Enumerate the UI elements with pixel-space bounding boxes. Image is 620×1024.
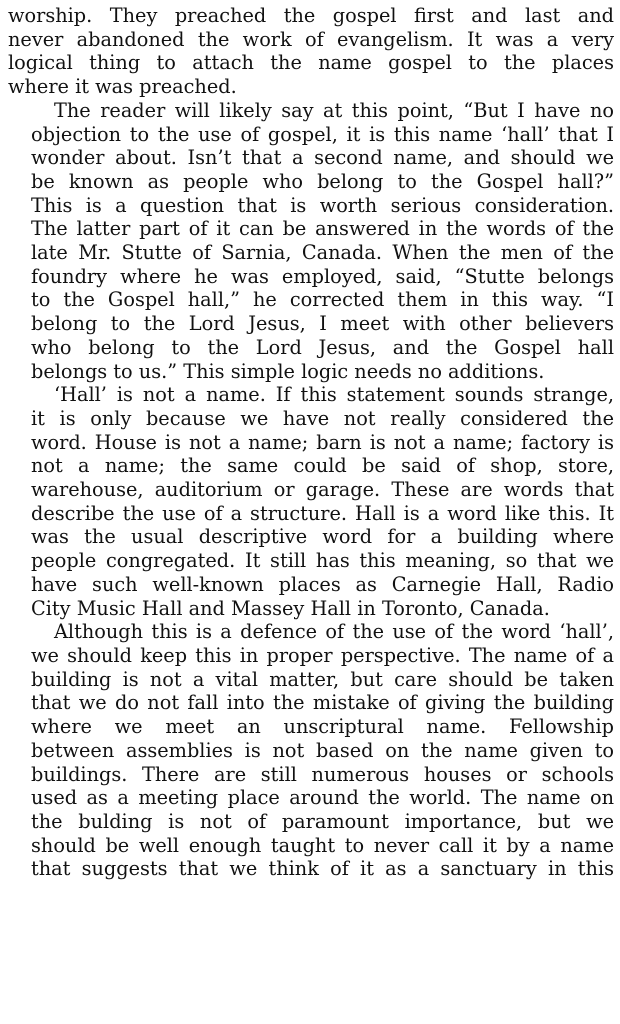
text-line: The latter part of it can be answered in the words of the: [31, 217, 614, 241]
text-line: worship. They preached the gospel first and last and: [8, 4, 614, 27]
text-line: where we meet an unscriptural name. Fellowship: [31, 715, 614, 739]
text-line: be known as people who belong to the Gospel hall?”: [31, 169, 614, 193]
text-line: people congregated. It still has this meaning, so that we: [31, 549, 614, 573]
text-line: This is a question that is worth serious consideration.: [31, 193, 614, 217]
text-line: have such well-known places as Carnegie Hall, Radio: [31, 572, 614, 596]
text-line: foundry where he was employed, said, “Stutte belongs: [31, 264, 614, 288]
text-line: belong to the Lord Jesus, I meet with other believers: [31, 312, 614, 336]
text-line: late Mr. Stutte of Sarnia, Canada. When the men of the: [31, 241, 614, 265]
text-line: wonder about. Isn’t that a second name, and should we: [31, 146, 614, 170]
text-line: word. House is not a name; barn is not a name; factory is: [31, 430, 614, 454]
text-line: who belong to the Lord Jesus, and the Gospel hall: [31, 335, 614, 359]
text-line: ‘Hall’ is not a name. If this statement sounds strange,: [54, 383, 614, 407]
text-line: Although this is a defence of the use of the word ‘hall’,: [54, 620, 614, 644]
text-line: used as a meeting place around the world. The name on: [31, 786, 614, 810]
text-line: that we do not fall into the mistake of giving the building: [31, 691, 614, 715]
text-line: it is only because we have not really considered the: [31, 406, 614, 430]
text-line: never abandoned the work of evangelism. It was a very: [8, 27, 614, 51]
text-line: warehouse, auditorium or garage. These are words that: [31, 478, 614, 502]
paragraph: [8, 620, 614, 881]
text-line: City Music Hall and Massey Hall in Toronto, Canada.: [31, 596, 550, 620]
text-line: not a name; the same could be said of shop, store,: [31, 454, 614, 478]
text-line: belongs to us.” This simple logic needs no additions.: [31, 359, 545, 383]
text-line: we should keep this in proper perspective. The name of a: [31, 643, 614, 667]
paragraph: [8, 99, 614, 383]
text-line: building is not a vital matter, but care should be taken: [31, 667, 614, 691]
text-line: to the Gospel hall,” he corrected them in this way. “I: [31, 288, 614, 312]
text-line: the bulding is not of paramount importance, but we: [31, 809, 614, 833]
text-line: between assemblies is not based on the name given to: [31, 738, 614, 762]
text-line: logical thing to attach the name gospel to the places: [8, 51, 614, 75]
text-line: buildings. There are still numerous houses or schools: [31, 762, 614, 786]
text-line: The reader will likely say at this point, “But I have no: [54, 98, 614, 122]
text-line: was the usual descriptive word for a building where: [31, 525, 614, 549]
text-line: where it was preached.: [8, 75, 237, 99]
paragraph: [8, 383, 614, 620]
text-line: describe the use of a structure. Hall is a word like this. It: [31, 501, 614, 525]
paragraph: [8, 4, 614, 99]
text-line: should be well enough taught to never call it by a name: [31, 833, 614, 857]
text-line: objection to the use of gospel, it is this name ‘hall’ that I: [31, 122, 614, 146]
text-line: that suggests that we think of it as a sanctuary in this: [31, 857, 614, 881]
